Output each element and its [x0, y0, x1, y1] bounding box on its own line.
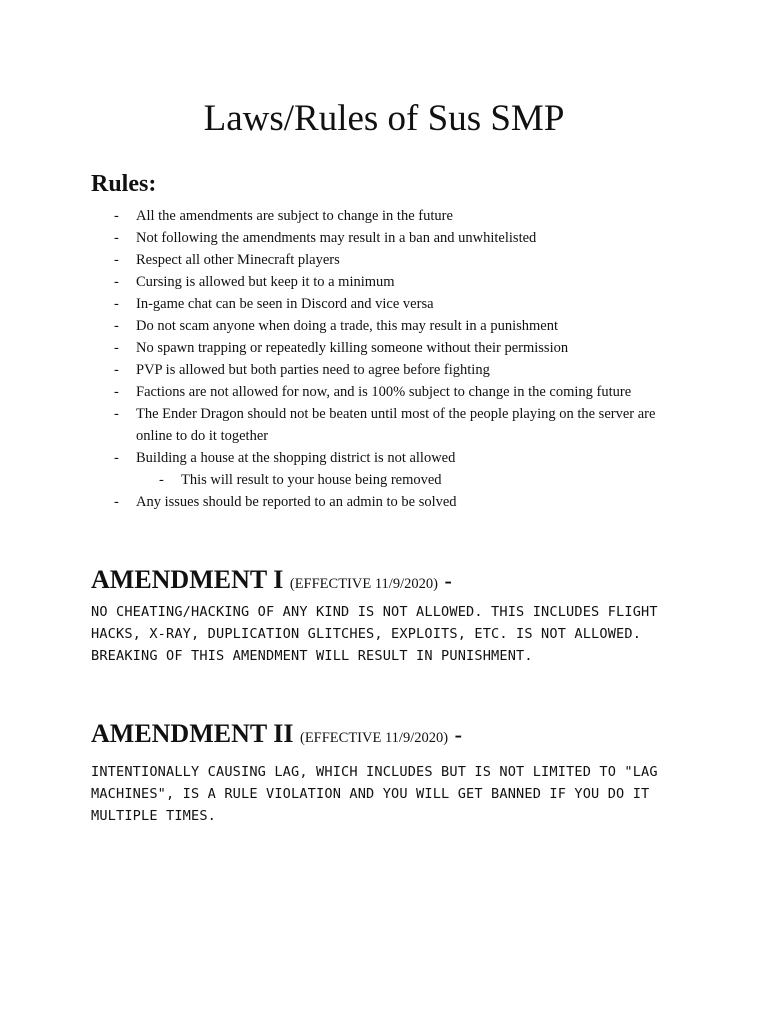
rule-item — [0, 403, 666, 447]
rule-text: Not following the amendments may result in a ban and unwhitelisted — [136, 230, 537, 246]
bullet-dash: - — [114, 318, 119, 334]
amendment-2-effective-date: (EFFECTIVE 11/9/2020) — [299, 730, 449, 746]
rule-text: No spawn trapping or repeatedly killing someone without their permission — [136, 340, 569, 356]
bullet-dash: - — [114, 494, 119, 510]
bullet-dash: - — [114, 274, 119, 290]
rule-text: PVP is allowed but both parties need to agree before fighting — [136, 362, 490, 378]
rule-text: Building a house at the shopping district is not allowed — [136, 450, 456, 466]
sub-rule-item — [0, 469, 666, 491]
amendment-1-effective-date: (EFFECTIVE 11/9/2020) — [289, 576, 438, 592]
rule-text: All the amendments are subject to change in the future — [136, 208, 453, 224]
rule-text: Factions are not allowed for now, and is 100% subject to change in the coming future — [136, 384, 632, 400]
rule-item — [0, 227, 666, 249]
bullet-dash: - — [114, 296, 119, 312]
bullet-dash: - — [114, 362, 119, 378]
rule-item — [0, 381, 666, 403]
amendment-2-heading — [91, 719, 462, 753]
bullet-dash: - — [114, 208, 119, 224]
bullet-dash: - — [114, 384, 119, 400]
rules-list — [0, 205, 768, 513]
document-title: Laws/Rules of Sus SMP — [203, 98, 565, 139]
amendment-2-separator: - — [454, 722, 462, 747]
bullet-dash: - — [159, 472, 164, 488]
rule-item — [0, 293, 666, 315]
rule-text: Any issues should be reported to an admin to be solved — [136, 494, 457, 510]
rule-text: Cursing is allowed but keep it to a minimum — [136, 274, 395, 290]
rule-text: In-game chat can be seen in Discord and vice versa — [136, 296, 434, 312]
rule-item — [0, 249, 666, 271]
bullet-dash: - — [114, 450, 119, 466]
sub-rule-text: This will result to your house being removed — [181, 472, 442, 488]
rule-text: Respect all other Minecraft players — [136, 252, 340, 268]
rules-heading: Rules: — [91, 171, 157, 197]
bullet-dash: - — [114, 230, 119, 246]
amendment-2-text: INTENTIONALLY CAUSING LAG, WHICH INCLUDES BUT IS NOT LIMITED TO "LAG MACHINES", IS A RULE VIOLATION AND YOU WILL GET BANNED IF YOU DO IT MULTIPLE TIMES. — [91, 764, 658, 824]
rule-item — [0, 447, 666, 469]
rule-item — [0, 271, 666, 293]
bullet-dash: - — [114, 340, 119, 356]
rule-item — [0, 315, 666, 337]
rule-item — [0, 337, 666, 359]
amendment-1-title: AMENDMENT I — [91, 565, 284, 594]
bullet-dash: - — [114, 252, 119, 268]
amendment-1-text: NO CHEATING/HACKING OF ANY KIND IS NOT ALLOWED. THIS INCLUDES FLIGHT HACKS, X-RAY, DUPLICATION GLITCHES, EXPLOITS, ETC. IS NOT ALLOWED. BREAKING OF THIS AMENDMENT WILL RESULT IN PUNISHMENT. — [91, 604, 658, 664]
rule-text: Do not scam anyone when doing a trade, this may result in a punishment — [136, 318, 559, 334]
bullet-dash: - — [114, 406, 119, 422]
rule-text: The Ender Dragon should not be beaten until most of the people playing on the server are online to do it together — [136, 406, 656, 444]
amendment-1-heading — [91, 565, 452, 599]
amendment-1-separator: - — [444, 568, 452, 593]
rule-item — [0, 205, 666, 227]
rule-item — [0, 491, 666, 513]
amendment-2-title: AMENDMENT II — [91, 719, 294, 748]
rule-item — [0, 359, 666, 381]
